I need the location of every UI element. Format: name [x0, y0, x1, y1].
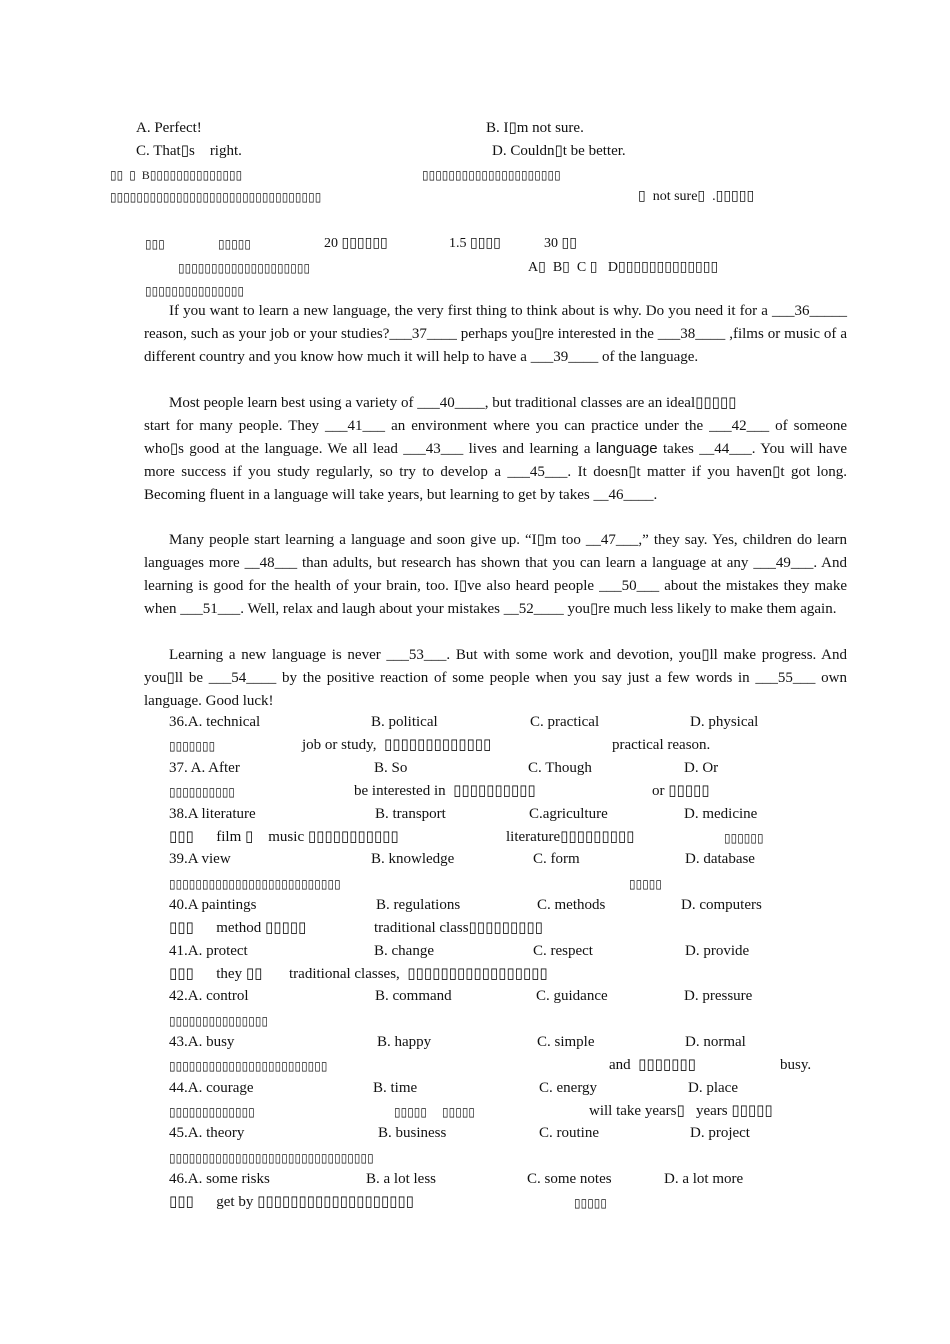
q41-option-d: D. provide — [685, 943, 750, 959]
q38-option-b: B. transport — [375, 806, 446, 822]
q39-option-d: D. database — [685, 851, 755, 867]
q43-option-d: D. normal — [685, 1034, 746, 1050]
section-total: 30 ▯▯ — [544, 236, 577, 251]
q40-option-a: 40.A paintings — [169, 897, 257, 913]
q38-explanation-3: ▯▯▯▯▯▯ — [724, 831, 764, 845]
q38-option-d: D. medicine — [684, 806, 758, 822]
passage-paragraph-3: Many people start learning a language and soon give up. “I▯m too __47___,” they say. Yes, children do learn languages more __48___ than adults, but research has shown that you can learn a language at any ___49___. And learning is good for the health of your brain, too. I▯ve also heard people ___50___ about the mistakes they make when ___51___. Well, relax and laugh about your mistakes __52____ you▯re much less likely to make them again. — [144, 532, 847, 617]
passage-paragraph-2a: Most people learn best using a variety of ___40____, but traditional classes are an ideal▯▯▯▯▯ — [169, 395, 737, 411]
q41-option-a: 41.A. protect — [169, 943, 248, 959]
q39-option-b: B. knowledge — [371, 851, 455, 867]
q44-option-d: D. place — [688, 1080, 738, 1096]
q43-explanation-1: ▯▯▯▯▯▯▯▯▯▯▯▯▯▯▯▯▯▯▯▯▯▯▯▯ — [169, 1059, 328, 1073]
q43-option-b: B. happy — [377, 1034, 432, 1050]
q46-explanation-1: ▯▯▯ get by ▯▯▯▯▯▯▯▯▯▯▯▯▯▯▯▯▯▯▯ — [169, 1194, 414, 1210]
q38-option-a: 38.A literature — [169, 806, 256, 822]
explanation-line-1a: ▯▯ ▯ B▯▯▯▯▯▯▯▯▯▯▯▯▯▯ — [110, 168, 243, 182]
explanation-line-1b: ▯▯▯▯▯▯▯▯▯▯▯▯▯▯▯▯▯▯▯▯▯ — [422, 168, 561, 182]
q40-option-d: D. computers — [681, 897, 762, 913]
section-count: 20 ▯▯▯▯▯▯ — [324, 236, 388, 251]
q44-option-c: C. energy — [539, 1080, 598, 1096]
option-d: D. Couldn▯t be better. — [492, 143, 626, 159]
explanation-line-2a: ▯▯▯▯▯▯▯▯▯▯▯▯▯▯▯▯▯▯▯▯▯▯▯▯▯▯▯▯▯▯▯▯ — [110, 190, 322, 204]
q43-option-c: C. simple — [537, 1034, 595, 1050]
q38-explanation-1: ▯▯▯ film ▯ music ▯▯▯▯▯▯▯▯▯▯▯ — [169, 829, 399, 845]
q42-option-c: C. guidance — [536, 988, 608, 1004]
q40-option-c: C. methods — [537, 897, 606, 913]
q43-option-a: 43.A. busy — [169, 1034, 235, 1050]
q41-option-b: B. change — [374, 943, 434, 959]
q41-option-c: C. respect — [533, 943, 593, 959]
q45-explanation-1: ▯▯▯▯▯▯▯▯▯▯▯▯▯▯▯▯▯▯▯▯▯▯▯▯▯▯▯▯▯▯▯ — [169, 1151, 374, 1165]
q44-explanation-1: ▯▯▯▯▯▯▯▯▯▯▯▯▯ — [169, 1105, 255, 1119]
q45-option-d: D. project — [690, 1125, 750, 1141]
option-c: C. That▯s right. — [136, 143, 242, 159]
q41-explanation-2: traditional classes, ▯▯▯▯▯▯▯▯▯▯▯▯▯▯▯▯▯ — [289, 966, 548, 982]
passage-paragraph-1: If you want to learn a new language, the very first thing to think about is why. Do you need it for a ___36_____ reason, such as your job or your studies?___37____ perhaps you▯re interested in the ___38____ ,films or music of a different country and you know how much it will help to have a ___39____ of the language. — [144, 303, 847, 365]
option-b: B. I▯m not sure. — [486, 120, 584, 136]
section-points: 1.5 ▯▯▯▯ — [449, 236, 501, 251]
q38-explanation-2: literature▯▯▯▯▯▯▯▯▯ — [506, 829, 635, 845]
q45-option-b: B. business — [378, 1125, 447, 1141]
q40-explanation-1: ▯▯▯ method ▯▯▯▯▯ — [169, 920, 307, 936]
q36-option-a: 36.A. technical — [169, 714, 261, 730]
q43-explanation-3: busy. — [780, 1057, 812, 1073]
q45-option-c: C. routine — [539, 1125, 599, 1141]
q37-option-d: D. Or — [684, 760, 719, 776]
passage-paragraph-4: Learning a new language is never ___53___. But with some work and devotion, you▯ll make progress. And you▯ll be ___54____ by the positive reaction of some people when you say just a few words in ___55___ own language. Good luck! — [144, 647, 847, 709]
q36-option-b: B. political — [371, 714, 438, 730]
q42-option-b: B. command — [375, 988, 452, 1004]
q39-explanation-3: ▯▯▯▯▯ — [629, 877, 663, 891]
q46-explanation-3: ▯▯▯▯▯ — [574, 1196, 608, 1210]
q40-option-b: B. regulations — [376, 897, 461, 913]
q36-option-c: C. practical — [530, 714, 600, 730]
q46-option-d: D. a lot more — [664, 1171, 744, 1187]
q37-option-c: C. Though — [528, 760, 592, 776]
q42-option-d: D. pressure — [684, 988, 753, 1004]
q37-explanation-1: ▯▯▯▯▯▯▯▯▯▯ — [169, 785, 236, 799]
q42-option-a: 42.A. control — [169, 988, 249, 1004]
q42-explanation-1: ▯▯▯▯▯▯▯▯▯▯▯▯▯▯▯ — [169, 1014, 269, 1028]
q39-option-a: 39.A view — [169, 851, 231, 867]
q46-option-c: C. some notes — [527, 1171, 612, 1187]
q36-explanation-1: ▯▯▯▯▯▯▯ — [169, 739, 216, 753]
section-name: ▯▯▯▯▯ — [218, 237, 252, 251]
section-title: ▯▯▯ — [145, 237, 165, 251]
q43-explanation-2: and ▯▯▯▯▯▯▯ — [609, 1057, 696, 1073]
q37-explanation-3: or ▯▯▯▯▯ — [652, 783, 710, 799]
q36-explanation-2: job or study, ▯▯▯▯▯▯▯▯▯▯▯▯▯ — [302, 737, 492, 753]
q45-option-a: 45.A. theory — [169, 1125, 245, 1141]
q39-explanation-1: ▯▯▯▯▯▯▯▯▯▯▯▯▯▯▯▯▯▯▯▯▯▯▯▯▯▯ — [169, 877, 341, 891]
option-a: A. Perfect! — [136, 120, 202, 136]
q37-option-b: B. So — [374, 760, 408, 776]
q37-option-a: 37. A. After — [169, 760, 240, 776]
passage-paragraph-2: start for many people. They ___41___ an environment where you can practice under the ___42___ of someone who▯s good at the language. We all lead ___43___ lives and learning a language takes __44___. You will have more success if you study regularly, so try to develop a ___45___. It doesn▯t matter if you haven▯t got long. Becoming fluent in a language will take years, but learning to get by takes __46____. — [144, 418, 847, 503]
instruction-line-1b: A▯ B▯ C ▯ D▯▯▯▯▯▯▯▯▯▯▯▯▯ — [528, 260, 719, 275]
explanation-line-2b: ▯ not sure▯ .▯▯▯▯▯ — [638, 189, 755, 204]
q39-option-c: C. form — [533, 851, 580, 867]
q44-explanation-3: will take years▯ years ▯▯▯▯▯ — [589, 1103, 773, 1119]
q46-option-b: B. a lot less — [366, 1171, 436, 1187]
q44-option-b: B. time — [373, 1080, 418, 1096]
q38-option-c: C.agriculture — [529, 806, 608, 822]
q44-explanation-2: ▯▯▯▯▯ ▯▯▯▯▯ — [394, 1105, 476, 1119]
q36-option-d: D. physical — [690, 714, 759, 730]
q36-explanation-3: practical reason. — [612, 737, 711, 753]
q37-explanation-2: be interested in ▯▯▯▯▯▯▯▯▯▯ — [354, 783, 536, 799]
q41-explanation-1: ▯▯▯ they ▯▯ — [169, 966, 263, 982]
q40-explanation-2: traditional class▯▯▯▯▯▯▯▯▯ — [374, 920, 543, 936]
instruction-line-1a: ▯▯▯▯▯▯▯▯▯▯▯▯▯▯▯▯▯▯▯▯ — [178, 261, 311, 275]
q44-option-a: 44.A. courage — [169, 1080, 254, 1096]
q46-option-a: 46.A. some risks — [169, 1171, 270, 1187]
instruction-line-2: ▯▯▯▯▯▯▯▯▯▯▯▯▯▯▯ — [145, 284, 245, 298]
